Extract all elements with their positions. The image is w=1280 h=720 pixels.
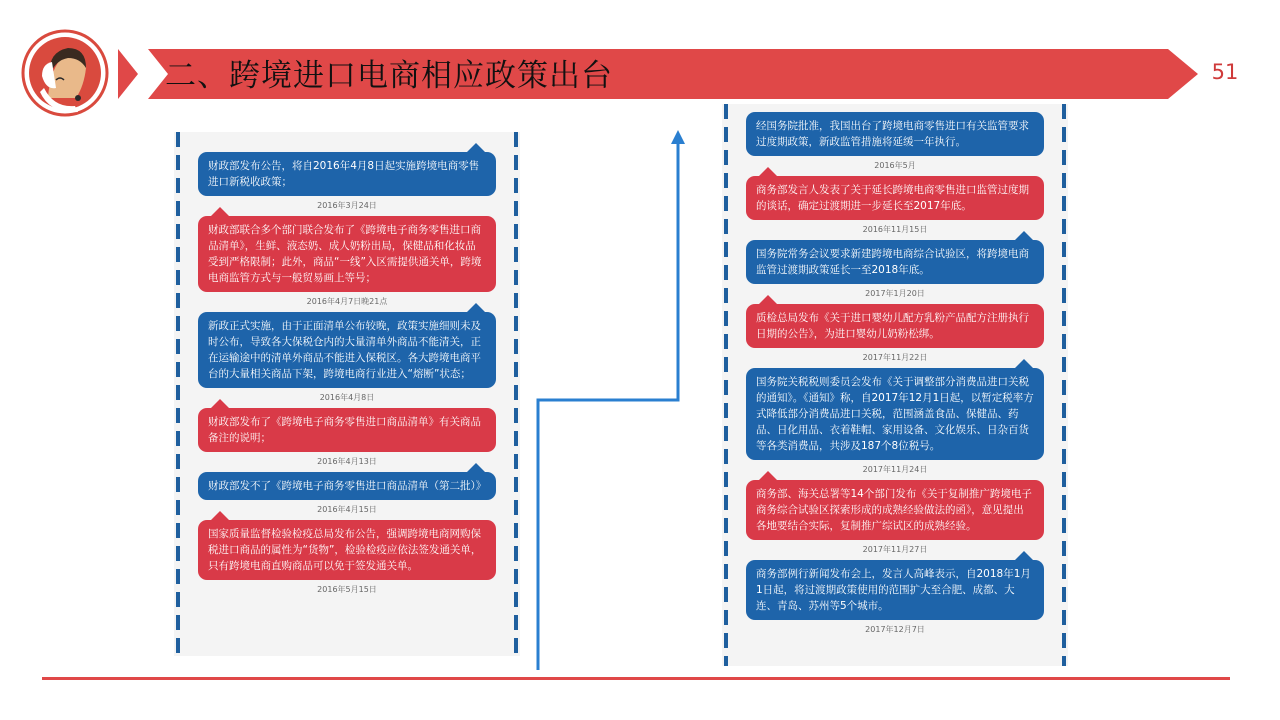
dashed-border-right xyxy=(1062,104,1066,666)
bubble-text: 财政部发布了《跨境电子商务零售进口商品清单》有关商品备注的说明； xyxy=(208,416,481,444)
timeline-entry xyxy=(746,176,1044,240)
timeline-entry xyxy=(746,480,1044,560)
message-bubble-red xyxy=(746,176,1044,220)
message-bubble-red xyxy=(198,520,496,580)
bubble-text: 经国务院批准，我国出台了跨境电商零售进口有关监管要求过度期政策，新政监管措施将延缓一年执行。 xyxy=(756,120,1029,148)
message-bubble-blue xyxy=(746,560,1044,620)
message-bubble-red xyxy=(746,304,1044,348)
timeline-left xyxy=(174,132,520,656)
entry-date: 2016年11月15日 xyxy=(862,225,928,234)
timeline-entry xyxy=(746,368,1044,480)
dashed-border-left xyxy=(176,132,180,656)
bubble-text: 国家质量监督检验检疫总局发布公告，强调跨境电商网购保税进口商品的属性为“货物”，检验检疫应依法签发通关单，只有跨境电商直购商品可以免于签发通关单。 xyxy=(208,528,482,572)
message-bubble-blue xyxy=(746,240,1044,284)
entry-date: 2017年12月7日 xyxy=(865,625,925,634)
timeline-entry xyxy=(746,112,1044,176)
message-bubble-red xyxy=(198,216,496,292)
message-bubble-red xyxy=(746,480,1044,540)
dashed-border-right xyxy=(514,132,518,656)
message-bubble-red xyxy=(198,408,496,452)
timeline-entry xyxy=(746,304,1044,368)
message-bubble-blue xyxy=(746,368,1044,460)
bubble-text: 商务部例行新闻发布会上，发言人高峰表示，自2018年1月1日起，将过渡期政策使用的范围扩大至合肥、成都、大连、青岛、苏州等5个城市。 xyxy=(756,568,1031,612)
entry-date: 2016年3月24日 xyxy=(317,201,377,210)
timeline-entry xyxy=(198,408,496,472)
timeline-right xyxy=(722,104,1068,666)
message-bubble-blue xyxy=(198,312,496,388)
bubble-text: 商务部发言人发表了关于延长跨境电商零售进口监管过度期的谈话，确定过渡期进一步延长至2017年底。 xyxy=(756,184,1029,212)
timeline-right-list xyxy=(746,112,1044,640)
dashed-border-left xyxy=(724,104,728,666)
bubble-text: 财政部联合多个部门联合发布了《跨境电子商务零售进口商品清单》，生鲜、液态奶、成人奶粉出局，保健品和化妆品受到严格限制；此外，商品“一线”入区需提供通关单，跨境电商监管方式与一般贸易画上等号； xyxy=(208,224,482,284)
entry-date: 2017年11月27日 xyxy=(862,545,928,554)
timeline-entry xyxy=(198,312,496,408)
message-bubble-blue xyxy=(198,152,496,196)
bubble-text: 财政部发布公告，将自2016年4月8日起实施跨境电商零售进口新税收政策； xyxy=(208,160,480,188)
slide-title: 二、跨境进口电商相应政策出台 xyxy=(165,58,613,94)
bubble-text: 质检总局发布《关于进口婴幼儿配方乳粉产品配方注册执行日期的公告》，为进口婴幼儿奶粉松绑。 xyxy=(756,312,1029,340)
timeline-entry xyxy=(198,472,496,520)
page-number: 51 xyxy=(1211,60,1239,84)
timeline-entry xyxy=(198,520,496,600)
timeline-left-list xyxy=(198,152,496,600)
bubble-text: 新政正式实施，由于正面清单公布较晚，政策实施细则未及时公布，导致各大保税仓内的大量清单外商品不能清关，正在运输途中的清单外商品不能进入保税区。各大跨境电商平台的大量相关商品下架，跨境电商行业进入“熔断”状态； xyxy=(208,320,481,380)
footer-divider xyxy=(42,677,1230,680)
timeline-entry xyxy=(198,152,496,216)
timeline-entry xyxy=(198,216,496,312)
entry-date: 2017年1月20日 xyxy=(865,289,925,298)
message-bubble-blue xyxy=(746,112,1044,156)
entry-date: 2016年4月8日 xyxy=(319,393,375,402)
entry-date: 2017年11月22日 xyxy=(862,353,928,362)
bubble-text: 商务部、海关总署等14个部门发布《关于复制推广跨境电子商务综合试验区探索形成的成熟经验做法的函》，意见提出各地要结合实际，复制推广综试区的成熟经验。 xyxy=(756,488,1032,532)
timeline-entry xyxy=(746,240,1044,304)
bubble-text: 财政部发不了《跨境电子商务零售进口商品清单（第二批）》 xyxy=(208,480,487,492)
bubble-text: 国务院常务会议要求新建跨境电商综合试验区，将跨境电商监管过渡期政策延长一至2018年底。 xyxy=(756,248,1029,276)
entry-date: 2016年5月15日 xyxy=(317,585,377,594)
entry-date: 2016年5月 xyxy=(874,161,916,170)
bubble-text: 国务院关税税则委员会发布《关于调整部分消费品进口关税的通知》。《通知》称，自2017年12月1日起，以暂定税率方式降低部分消费品进口关税，范围涵盖食品、保健品、药品、日化用品、衣着鞋帽、家用设备、文化娱乐、日杂百货等各类消费品，共涉及187个8位税号。 xyxy=(756,376,1034,452)
entry-date: 2016年4月15日 xyxy=(317,505,377,514)
entry-date: 2016年4月7日晚21点 xyxy=(306,297,388,306)
timeline-entry xyxy=(746,560,1044,640)
entry-date: 2017年11月24日 xyxy=(862,465,928,474)
connector-arrow xyxy=(530,130,690,670)
message-bubble-blue xyxy=(198,472,496,500)
headset-avatar-logo xyxy=(20,28,110,118)
entry-date: 2016年4月13日 xyxy=(317,457,377,466)
